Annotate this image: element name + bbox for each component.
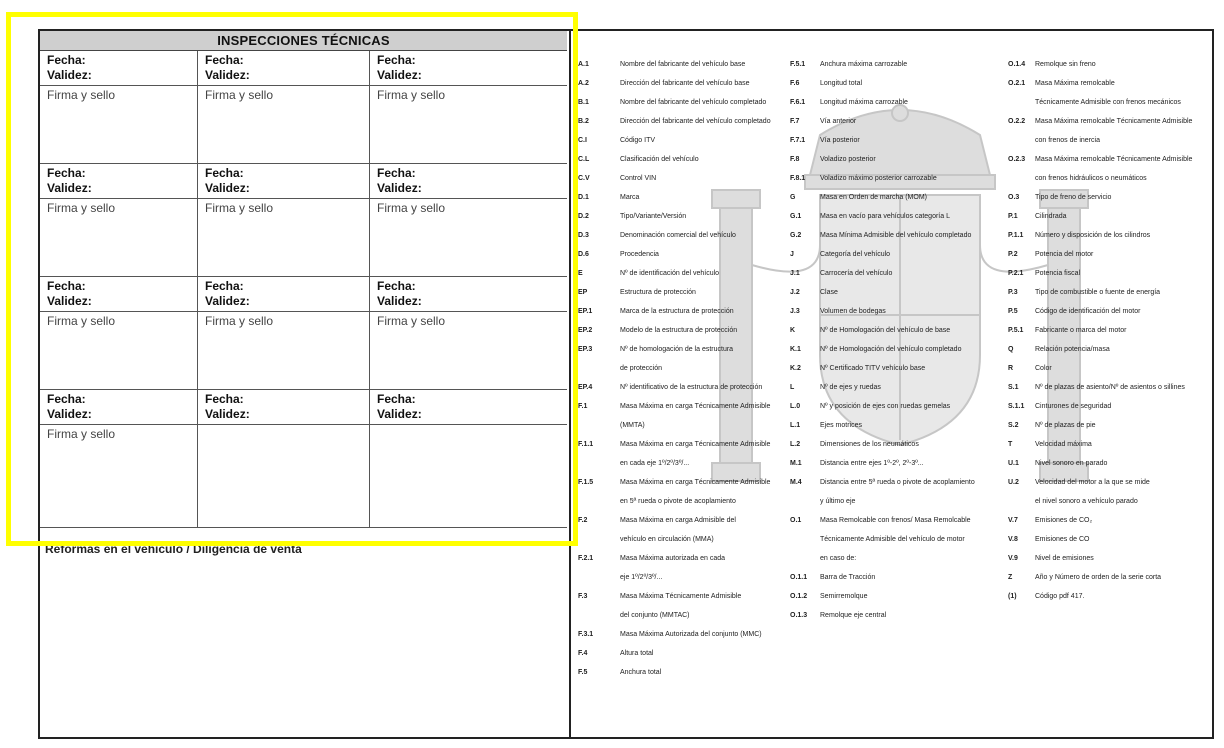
legend-description: Cilindrada: [1035, 213, 1067, 220]
legend-description: Masa Máxima en carga Técnicamente Admisible: [620, 403, 771, 410]
legend-description: Número y disposición de los cilindros: [1035, 232, 1151, 239]
legend-code: D.3: [578, 232, 589, 239]
inspection-header: [198, 390, 370, 425]
legend-description: Remolque eje central: [820, 612, 887, 619]
legend-description: Emisiones de CO₂: [1035, 517, 1093, 524]
legend-code: EP.3: [578, 346, 593, 353]
fecha-label: Fecha:: [377, 166, 416, 180]
firma-label: Firma y sello: [377, 201, 446, 215]
legend-description: Técnicamente Admisible con frenos mecánicos: [1035, 99, 1181, 106]
legend-description: Nº de plazas de pie: [1035, 422, 1096, 429]
signature-cell: [370, 425, 567, 528]
legend-code: B.2: [578, 118, 589, 125]
legend-description: Técnicamente Admisible del vehículo de motor: [820, 536, 965, 543]
legend-code: B.1: [578, 99, 589, 106]
signature-cell: [40, 425, 198, 528]
legend-code: V.7: [1008, 517, 1018, 524]
inspections-grid: [40, 51, 567, 528]
legend-code: Q: [1008, 346, 1014, 353]
firma-label: Firma y sello: [205, 201, 274, 215]
legend-description: Remolque sin freno: [1035, 61, 1096, 68]
legend-description: Dirección del fabricante del vehículo base: [620, 80, 750, 87]
fecha-label: Fecha:: [377, 53, 416, 67]
legend-description: Nombre del fabricante del vehículo base: [620, 61, 746, 68]
validez-label: Validez:: [205, 181, 250, 195]
legend-code: O.1.4: [1008, 61, 1026, 68]
legend-description: en 5ª rueda o pivote de acoplamiento: [620, 498, 736, 505]
legend-code: P.5.1: [1008, 327, 1024, 334]
legend-code: O.1.1: [790, 574, 808, 581]
legend-code: O.2.2: [1008, 118, 1026, 125]
validez-label: Validez:: [205, 68, 250, 82]
legend-code: G.1: [790, 213, 802, 220]
legend-code: Z: [1008, 574, 1013, 581]
legend-description: Anchura máxima carrozable: [820, 61, 908, 68]
legend-code: F.1.5: [578, 479, 594, 486]
firma-label: Firma y sello: [377, 314, 446, 328]
legend-description: Masa en vacío para vehículos categoría L: [820, 213, 950, 220]
legend-code: S.1: [1008, 384, 1019, 391]
legend-code: P.2: [1008, 251, 1018, 258]
legend-code: O.3: [1008, 194, 1020, 201]
legend-description: Distancia entre ejes 1º-2º, 2º-3º...: [820, 460, 924, 467]
legend-code: R: [1008, 365, 1014, 372]
legend-code: F.2.1: [578, 555, 594, 562]
legend-description: Barra de Tracción: [820, 574, 876, 581]
legend-code: U.2: [1008, 479, 1019, 486]
legend-code: F.1: [578, 403, 588, 410]
legend-description: Masa Máxima Técnicamente Admisible: [620, 593, 742, 600]
legend-description: vehículo en circulación (MMA): [620, 536, 714, 543]
legend-code: K.2: [790, 365, 801, 372]
legend-description: Nº de identificación del vehículo: [620, 270, 720, 277]
legend-description: Distancia entre 5ª rueda o pivote de acoplamiento: [820, 479, 975, 486]
fecha-label: Fecha:: [47, 279, 86, 293]
legend-description: Voladizo posterior: [820, 156, 876, 163]
inspection-header: [40, 164, 198, 199]
legend-description: Masa Máxima remolcable: [1035, 80, 1115, 87]
fecha-label: Fecha:: [205, 53, 244, 67]
legend-code: G.2: [790, 232, 802, 239]
inspection-header: [370, 51, 567, 86]
validez-label: Validez:: [377, 181, 422, 195]
legend-code: O.2.1: [1008, 80, 1026, 87]
legend-code: L.0: [790, 403, 801, 410]
legend-description: Tipo de freno de servicio: [1035, 194, 1112, 201]
signature-cell: [198, 199, 370, 277]
legend-description: Modelo de la estructura de protección: [620, 327, 738, 334]
signature-cell: [198, 425, 370, 528]
inspection-header: [40, 390, 198, 425]
legend-description: Altura total: [620, 650, 654, 657]
legend-description: con frenos de inercia: [1035, 137, 1100, 144]
firma-label: Firma y sello: [47, 427, 116, 441]
legend-code: O.1.3: [790, 612, 808, 619]
legend-code: K: [790, 327, 796, 334]
legend-description: Marca: [620, 194, 640, 201]
legend-code: F.8.1: [790, 175, 806, 182]
legend-description: Nº Certificado TITV vehículo base: [820, 365, 926, 372]
inspection-header: [370, 390, 567, 425]
legend-description: Semirremolque: [820, 593, 868, 600]
firma-label: Firma y sello: [47, 201, 116, 215]
legend-description: Vía anterior: [820, 118, 857, 125]
legend-code: S.2: [1008, 422, 1019, 429]
legend-description: el nivel sonoro a vehículo parado: [1035, 498, 1138, 505]
legend-code: F.6.1: [790, 99, 806, 106]
legend-description: Masa Máxima remolcable Técnicamente Admisible: [1035, 156, 1193, 163]
firma-label: Firma y sello: [47, 88, 116, 102]
legend-description: Nº de ejes y ruedas: [820, 384, 881, 391]
legend-description: Fabricante o marca del motor: [1035, 327, 1127, 334]
legend-description: de protección: [620, 365, 663, 372]
legend-description: Categoría del vehículo: [820, 251, 891, 258]
legend-code: F.7.1: [790, 137, 806, 144]
legend-code: L: [790, 384, 795, 391]
legend-description: con frenos hidráulicos o neumáticos: [1035, 175, 1147, 182]
legend-code: F.1.1: [578, 441, 594, 448]
legend-description: (MMTA): [620, 422, 645, 429]
inspection-header: [198, 51, 370, 86]
legend-code: P.1.1: [1008, 232, 1024, 239]
inspection-header: [40, 277, 198, 312]
inspection-header: [370, 164, 567, 199]
legend-code: U.1: [1008, 460, 1019, 467]
legend-code: F.5.1: [790, 61, 806, 68]
legend-description: Código ITV: [620, 137, 656, 144]
legend-code: V.8: [1008, 536, 1018, 543]
legend-description: Voladizo máximo posterior carrozable: [820, 175, 937, 182]
legend-description: Control VIN: [620, 175, 657, 182]
legend-code: J.2: [790, 289, 800, 296]
legend-code: C.I: [578, 137, 587, 144]
validez-label: Validez:: [377, 294, 422, 308]
legend-description: Nº de Homologación del vehículo completado: [820, 346, 962, 353]
legend-code: J.3: [790, 308, 800, 315]
legend-code: F.4: [578, 650, 588, 657]
signature-cell: [370, 199, 567, 277]
fecha-label: Fecha:: [47, 166, 86, 180]
legend-description: Nº identificativo de la estructura de protección: [620, 384, 763, 391]
legend-description: Estructura de protección: [620, 289, 696, 296]
legend-description: Nivel sonoro en parado: [1035, 460, 1108, 467]
validez-label: Validez:: [377, 407, 422, 421]
legend-description: Velocidad máxima: [1035, 441, 1092, 448]
legend-code: A.1: [578, 61, 589, 68]
legend-code: K.1: [790, 346, 801, 353]
legend-code: O.1.2: [790, 593, 808, 600]
legend-description: Carrocería del vehículo: [820, 270, 893, 277]
signature-cell: [40, 86, 198, 164]
legend-code: O.2.3: [1008, 156, 1026, 163]
fecha-label: Fecha:: [205, 392, 244, 406]
legend-description: Ejes motrices: [820, 422, 863, 429]
inspections-table: [40, 31, 567, 528]
legend-description: Color: [1035, 365, 1052, 372]
signature-cell: [370, 86, 567, 164]
fecha-label: Fecha:: [47, 53, 86, 67]
legend-description: Denominación comercial del vehículo: [620, 232, 736, 239]
fecha-label: Fecha:: [377, 279, 416, 293]
legend-description: Nombre del fabricante del vehículo completado: [620, 99, 767, 106]
legend-code: C.V: [578, 175, 590, 182]
legend-description: Masa Máxima remolcable Técnicamente Admisible: [1035, 118, 1193, 125]
fecha-label: Fecha:: [205, 279, 244, 293]
signature-cell: [40, 199, 198, 277]
legend-description: Masa Máxima Autorizada del conjunto (MMC): [620, 631, 762, 638]
legend-description: Nº de homologación de la estructura: [620, 346, 734, 353]
legend-code: P.5: [1008, 308, 1018, 315]
legend-description: Año y Número de orden de la serie corta: [1035, 574, 1162, 581]
inspections-title: INSPECCIONES TÉCNICAS: [40, 31, 567, 51]
legend-description: y último eje: [820, 498, 856, 505]
validez-label: Validez:: [377, 68, 422, 82]
legend-description: Nº y posición de ejes con ruedas gemelas: [820, 403, 951, 410]
legend-description: Clasificación del vehículo: [620, 156, 699, 163]
signature-cell: [40, 312, 198, 390]
validez-label: Validez:: [47, 294, 92, 308]
legend-code: L.2: [790, 441, 801, 448]
legend-description: Cinturones de seguridad: [1035, 403, 1112, 410]
legend-description: del conjunto (MMTAC): [620, 612, 690, 619]
signature-cell: [198, 312, 370, 390]
legend-code: J.1: [790, 270, 800, 277]
legend-description: Tipo/Variante/Versión: [620, 213, 687, 220]
legend-code: F.8: [790, 156, 800, 163]
legend-description: en cada eje 1º/2º/3º/...: [620, 460, 690, 467]
legend-description: Potencia del motor: [1035, 251, 1094, 258]
legend-code: J: [790, 251, 794, 258]
legend-description: Anchura total: [620, 669, 662, 676]
legend-description: Marca de la estructura de protección: [620, 308, 734, 315]
legend-description: Nº de Homologación del vehículo de base: [820, 327, 951, 334]
legend-code: T: [1008, 441, 1013, 448]
legend-code: EP: [578, 289, 588, 296]
legend-description: Relación potencia/masa: [1035, 346, 1110, 353]
legend-code: P.2.1: [1008, 270, 1024, 277]
inspection-header: [370, 277, 567, 312]
validez-label: Validez:: [47, 68, 92, 82]
legend-description: Dimensiones de los neumáticos: [820, 441, 919, 448]
legend-code: (1): [1008, 593, 1017, 600]
legend-code: F.7: [790, 118, 800, 125]
legend-code: EP.2: [578, 327, 593, 334]
legend-description: Vía posterior: [820, 137, 860, 144]
legend-code: V.9: [1008, 555, 1018, 562]
legend-description: Longitud máxima carrozable: [820, 99, 908, 106]
legend-code: D.1: [578, 194, 589, 201]
legend-description: Nivel de emisiones: [1035, 555, 1094, 562]
legend-description: Masa en Orden de marcha (MOM): [820, 194, 927, 201]
legend-description: Dirección del fabricante del vehículo completado: [620, 118, 771, 125]
inspection-header: [40, 51, 198, 86]
legend-code: G: [790, 194, 796, 201]
legend-code: M.4: [790, 479, 802, 486]
signature-cell: [198, 86, 370, 164]
fecha-label: Fecha:: [205, 166, 244, 180]
legend-description: en caso de:: [820, 555, 857, 562]
legend-code: EP.4: [578, 384, 593, 391]
validez-label: Validez:: [205, 407, 250, 421]
legend-code: L.1: [790, 422, 801, 429]
legend-code: P.1: [1008, 213, 1018, 220]
legend-description: Código de identificación del motor: [1035, 308, 1141, 315]
legend-description: Longitud total: [820, 80, 863, 87]
legend-code: F.3.1: [578, 631, 594, 638]
firma-label: Firma y sello: [205, 314, 274, 328]
legend-description: Clase: [820, 289, 838, 296]
legend-code: E: [578, 270, 583, 277]
legend-description: Tipo de combustible o fuente de energía: [1035, 289, 1161, 296]
firma-label: Firma y sello: [205, 88, 274, 102]
validez-label: Validez:: [205, 294, 250, 308]
firma-label: Firma y sello: [47, 314, 116, 328]
signature-cell: [370, 312, 567, 390]
legend-description: Potencia fiscal: [1035, 270, 1081, 277]
legend-code: F.3: [578, 593, 588, 600]
legend-description: Volumen de bodegas: [820, 308, 886, 315]
inspection-header: [198, 164, 370, 199]
reformas-heading: Reformas en el vehículo / Diligencia de venta: [45, 542, 302, 556]
legend-description: Masa Máxima en carga Técnicamente Admisible: [620, 441, 771, 448]
inspection-header: [198, 277, 370, 312]
legend-code: A.2: [578, 80, 589, 87]
legend-code: F.6: [790, 80, 800, 87]
legend-code: F.5: [578, 669, 588, 676]
legend-description: Masa Remolcable con frenos/ Masa Remolcable: [820, 517, 971, 524]
legend-code: P.3: [1008, 289, 1018, 296]
fecha-label: Fecha:: [47, 392, 86, 406]
legend-description: Masa Máxima autorizada en cada: [620, 555, 726, 562]
legend-description: Masa Máxima en carga Técnicamente Admisible: [620, 479, 771, 486]
legend-description: eje 1º/2º/3º/...: [620, 574, 663, 581]
legend-code: O.1: [790, 517, 802, 524]
validez-label: Validez:: [47, 407, 92, 421]
legend-description: Masa Máxima en carga Admisible del: [620, 517, 736, 524]
legend-code: D.6: [578, 251, 589, 258]
legend-code: C.L: [578, 156, 590, 163]
legend-description: Nº de plazas de asiento/Nº de asientos o sillines: [1035, 384, 1185, 391]
legend-description: Código pdf 417.: [1035, 593, 1085, 600]
legend-code: S.1.1: [1008, 403, 1025, 410]
legend-code: F.2: [578, 517, 588, 524]
firma-label: Firma y sello: [377, 88, 446, 102]
validez-label: Validez:: [47, 181, 92, 195]
legend-description: Velocidad del motor a la que se mide: [1035, 479, 1150, 486]
legend-description: Procedencia: [620, 251, 659, 258]
legend-description: Masa Mínima Admisible del vehículo completado: [820, 232, 972, 239]
legend-description: Emisiones de CO: [1035, 536, 1090, 543]
fecha-label: Fecha:: [377, 392, 416, 406]
legend-code: M.1: [790, 460, 802, 467]
legend-code: EP.1: [578, 308, 593, 315]
legend-code: D.2: [578, 213, 589, 220]
page-divider: [569, 29, 571, 739]
